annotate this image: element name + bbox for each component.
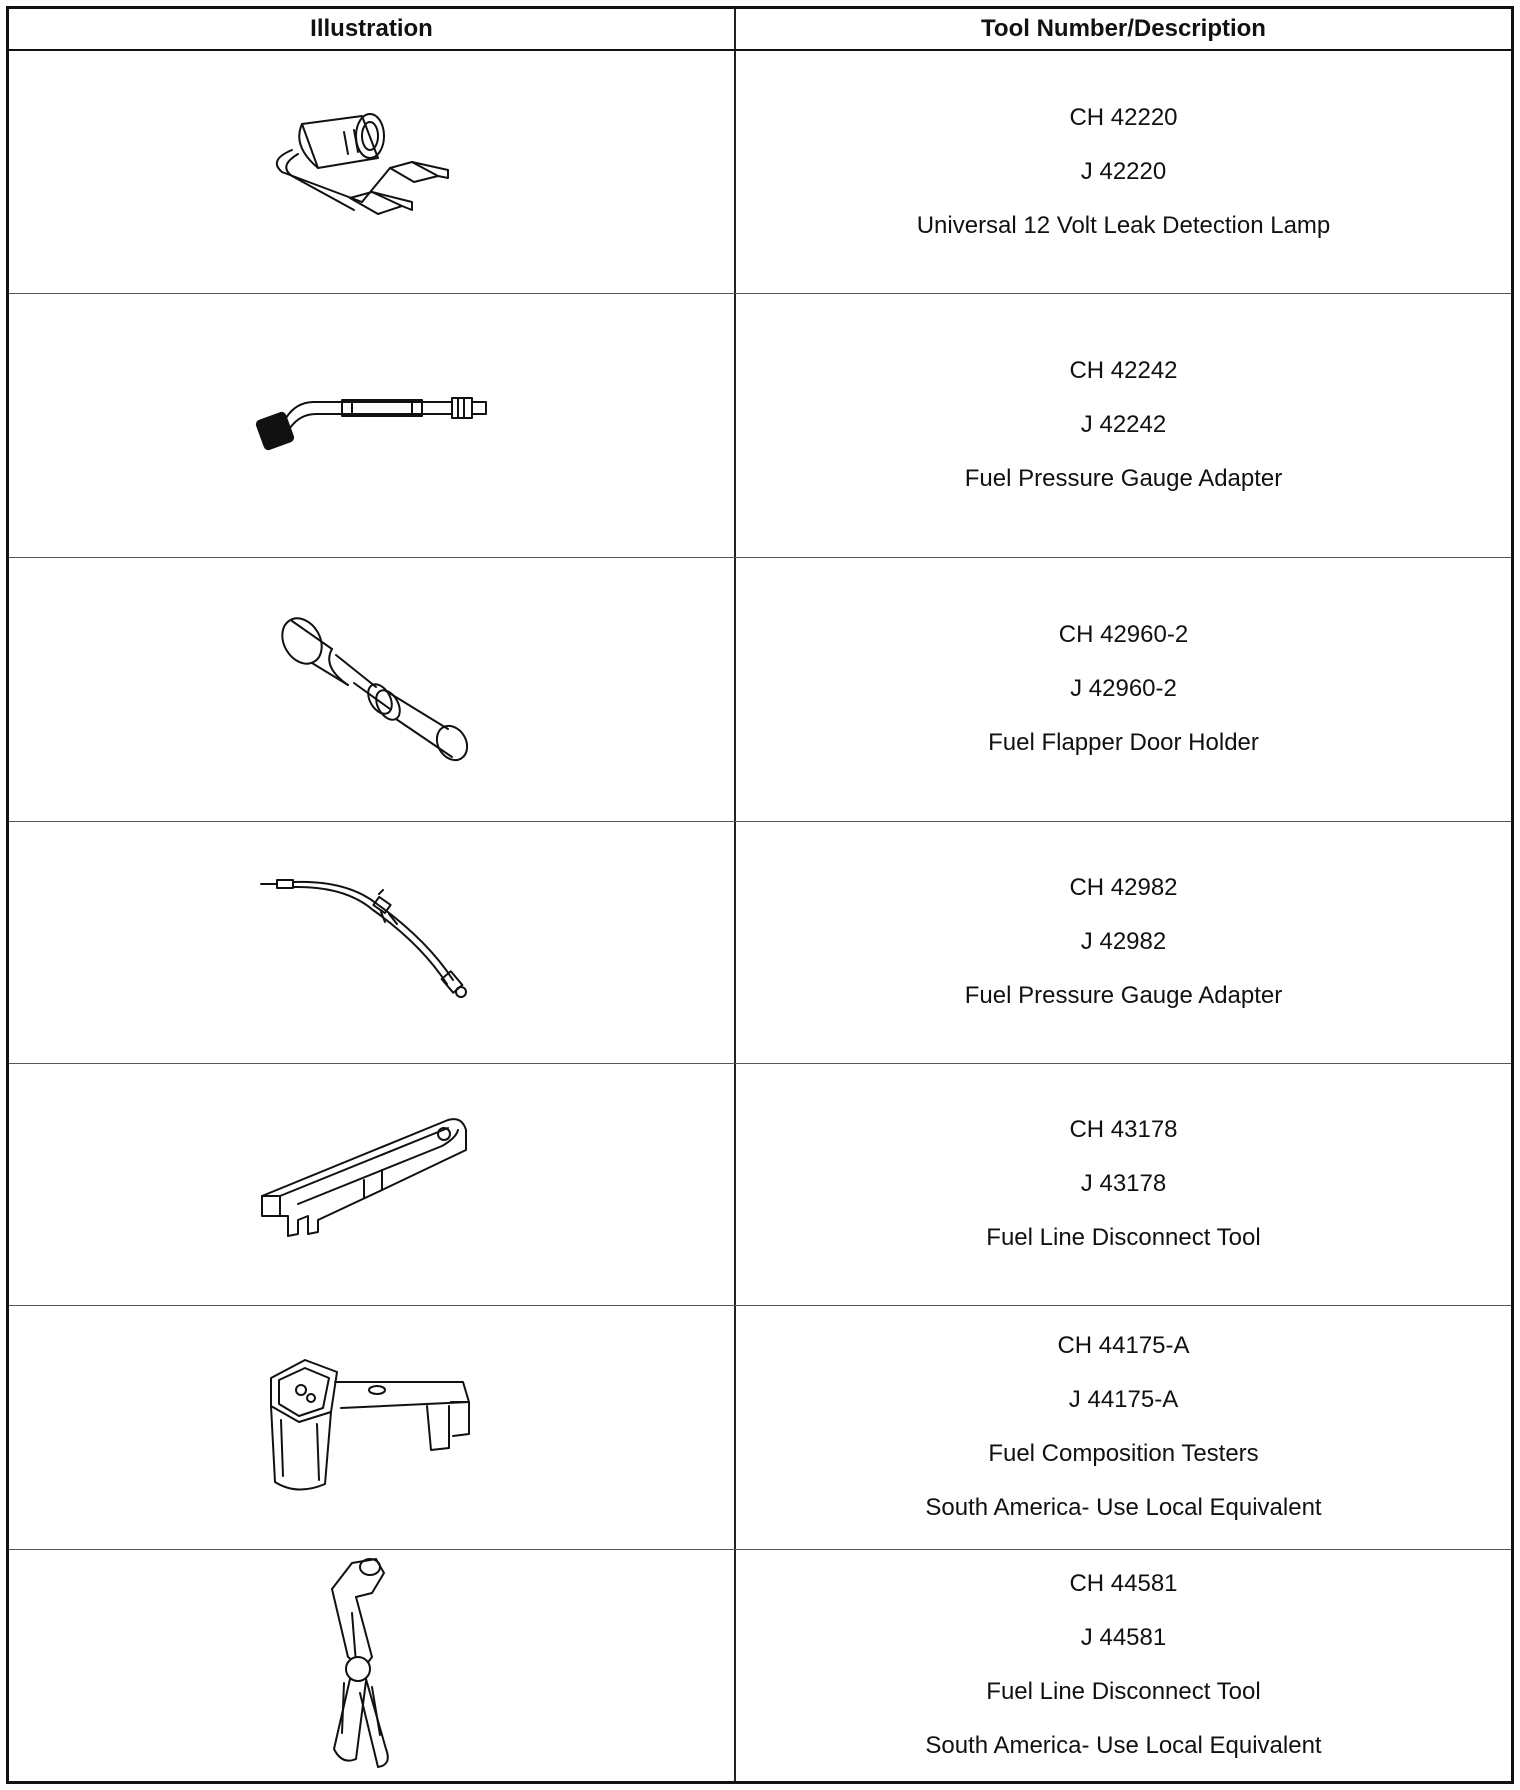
tool-number-ch: CH 42242 xyxy=(1069,357,1178,384)
description-cell xyxy=(736,1549,1511,1781)
tool-number-ch: CH 42960-2 xyxy=(1058,621,1189,648)
table-row xyxy=(9,1305,1511,1549)
illustration-cell xyxy=(9,51,734,293)
table-header xyxy=(9,9,1511,51)
tool-table xyxy=(6,6,1514,1784)
illustration-cell xyxy=(9,1305,734,1549)
table-row xyxy=(9,51,1511,293)
tool-description: Fuel Line Disconnect Tool xyxy=(986,1224,1261,1251)
tool-number-ch: CH 42982 xyxy=(1069,874,1178,901)
tool-number-ch: CH 43178 xyxy=(1069,1116,1178,1143)
flapper-door-holder-icon xyxy=(262,607,482,772)
illustration-cell xyxy=(9,1549,734,1781)
table-row xyxy=(9,557,1511,821)
tool-number-j: J 42220 xyxy=(1080,158,1167,185)
tool-number-j: J 44581 xyxy=(1080,1624,1167,1651)
tool-number-j: J 42960-2 xyxy=(1070,675,1177,702)
tool-availability-note: South America- Use Local Equivalent xyxy=(925,1494,1322,1521)
table-row xyxy=(9,1549,1511,1781)
table-row xyxy=(9,821,1511,1063)
tool-description: Fuel Pressure Gauge Adapter xyxy=(964,465,1283,492)
header-tool-description: Tool Number/Description xyxy=(981,15,1266,42)
tool-number-j: J 44175-A xyxy=(1068,1386,1179,1413)
tool-description: Fuel Composition Testers xyxy=(988,1440,1259,1467)
gauge-adapter-hose-icon xyxy=(252,388,492,463)
tool-number-j: J 43178 xyxy=(1080,1170,1167,1197)
tool-number-ch: CH 42220 xyxy=(1069,104,1178,131)
tool-description: Fuel Pressure Gauge Adapter xyxy=(964,982,1283,1009)
fuel-line-disconnect-pliers-icon xyxy=(312,1553,432,1778)
tool-number-j: J 42242 xyxy=(1080,411,1167,438)
leak-detection-lamp-icon xyxy=(262,110,482,235)
fuel-composition-tester-icon xyxy=(257,1350,487,1505)
illustration-cell xyxy=(9,293,734,557)
tool-description: Fuel Flapper Door Holder xyxy=(988,729,1259,756)
table-row xyxy=(9,293,1511,557)
illustration-cell xyxy=(9,821,734,1063)
description-cell xyxy=(736,557,1511,821)
description-cell xyxy=(736,51,1511,293)
gauge-adapter-line-icon xyxy=(257,870,487,1015)
description-cell xyxy=(736,1305,1511,1549)
description-cell xyxy=(736,1063,1511,1305)
tool-number-ch: CH 44581 xyxy=(1069,1570,1178,1597)
description-cell xyxy=(736,293,1511,557)
fuel-line-disconnect-tool-icon xyxy=(252,1112,492,1257)
illustration-cell xyxy=(9,1063,734,1305)
table-row xyxy=(9,1063,1511,1305)
tool-description: Universal 12 Volt Leak Detection Lamp xyxy=(916,212,1331,239)
tool-description: Fuel Line Disconnect Tool xyxy=(986,1678,1261,1705)
tool-availability-note: South America- Use Local Equivalent xyxy=(925,1732,1322,1759)
tool-number-ch: CH 44175-A xyxy=(1057,1332,1190,1359)
description-cell xyxy=(736,821,1511,1063)
illustration-cell xyxy=(9,557,734,821)
header-illustration: Illustration xyxy=(310,15,433,42)
tool-number-j: J 42982 xyxy=(1080,928,1167,955)
